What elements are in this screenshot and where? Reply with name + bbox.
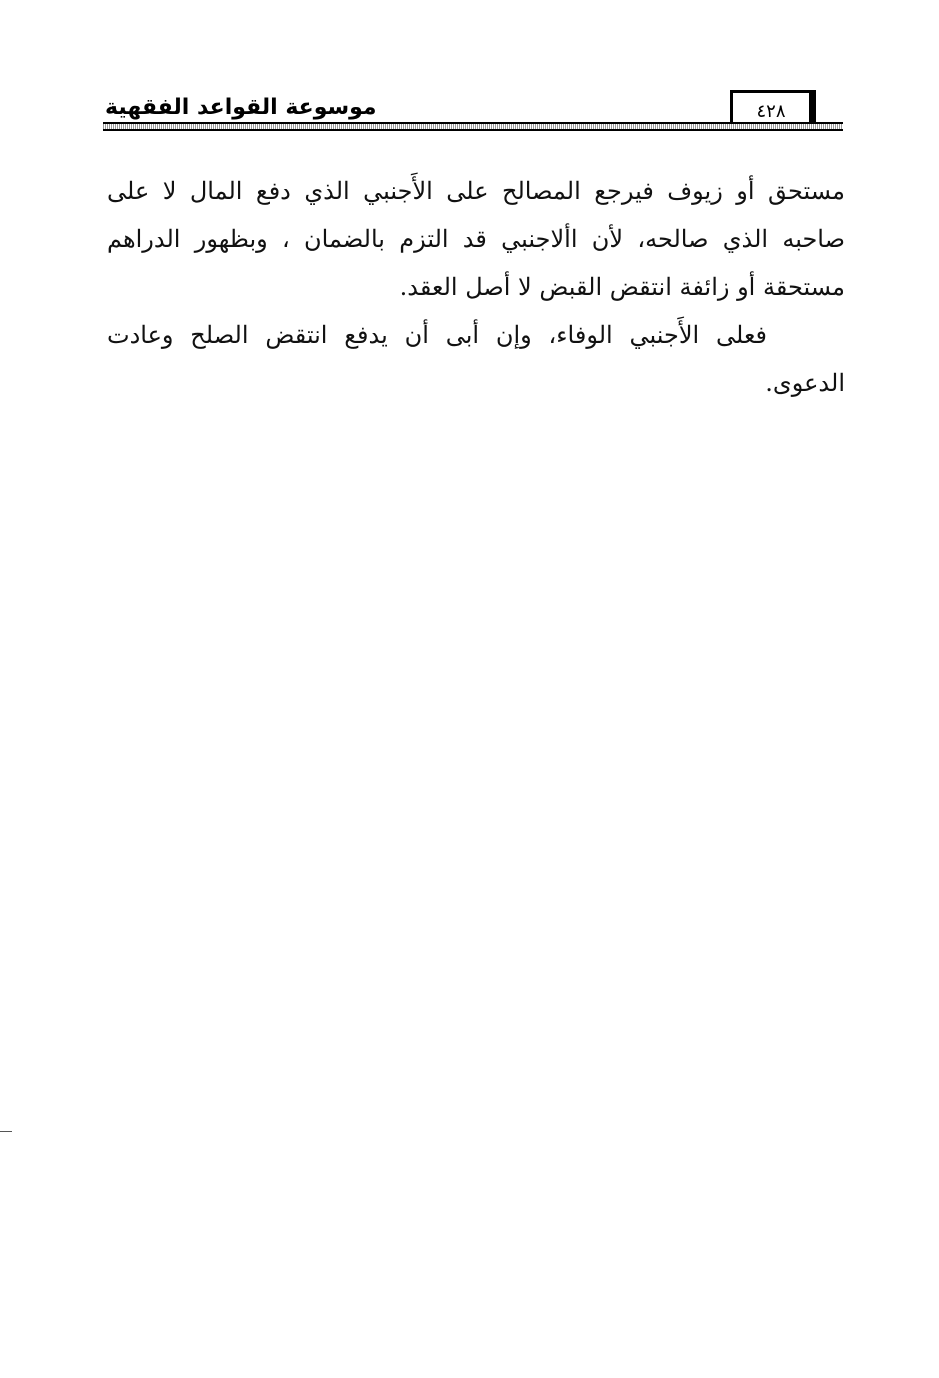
- header-rule: [103, 122, 843, 131]
- page-number-box: [730, 90, 816, 126]
- page-number: ٤٢٨: [756, 101, 786, 122]
- running-title: موسوعة القواعد الفقهية: [105, 95, 377, 120]
- margin-mark: [0, 1131, 12, 1132]
- page-header: [103, 86, 843, 144]
- body-text: [107, 167, 845, 407]
- paragraph: مستحق أو زيوف فيرجع المصالح على الأَجنبي الذي دفع المال لا على صاحبه الذي صالحه، لأن األاجنبي قد التزم بالضمان ، وبظهور الدراهم مستحقة أو زائفة انتقض القبض لا أصل العقد.: [107, 177, 845, 301]
- paragraph: فعلى الأَجنبي الوفاء، وإن أبى أن يدفع انتقض الصلح وعادت الدعوى.: [107, 321, 845, 397]
